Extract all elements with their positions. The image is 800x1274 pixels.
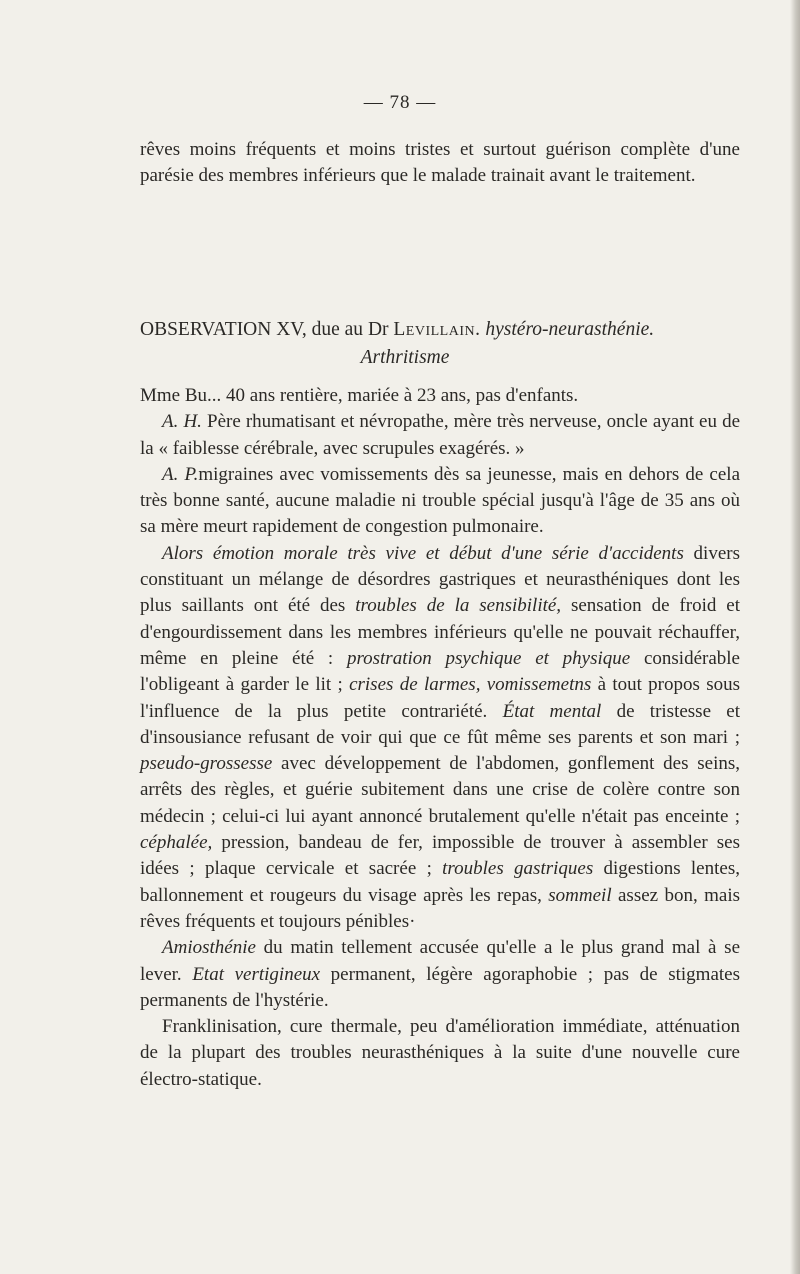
symptoms-text-6: avec développement de l'abdomen, gonflement des seins, arrêts des règles, et guérie subitement dans une crise de colère contre son médecin ; celui-ci lui ayant annoncé brutalement qu'elle n'était pas enceinte ;: [140, 753, 740, 827]
symptoms-italic-8: troubles gastriques: [442, 858, 594, 880]
symptoms-text-7: pression, bandeau de fer, impossible de trouver à assembler ses idées ; plaque cervicale et sacrée ;: [140, 832, 740, 880]
amyosthenia-text-1: du matin tellement accusée qu'elle a le plus grand mal à se lever.: [140, 937, 740, 985]
doctor-title: Dr: [367, 319, 389, 340]
symptoms-text-3: considérable l'obligeant à garder le lit ;: [140, 647, 740, 696]
symptoms-text-8: digestions lentes, ballonnement et rougeurs du visage après les repas,: [140, 858, 740, 906]
doctor-name: Levillain.: [393, 319, 481, 340]
patient-paragraph: [140, 383, 740, 409]
symptoms-text-5: de tristesse et d'insousiance refusant de voir qui que ce fût même ses parents et son mari ;: [140, 700, 740, 748]
symptoms-italic-1: Alors émotion morale très vive et début d'une série d'accidents: [162, 542, 684, 564]
heading-subtitle: Arthritisme: [360, 347, 450, 368]
family-history-paragraph: [140, 409, 740, 462]
symptoms-italic-5: État mental: [502, 700, 602, 722]
personal-history-label: A. P.: [162, 463, 199, 485]
symptoms-text-2: sensation de froid et d'engourdissement dans les membres inférieurs qu'elle ne pouvait réchauffer, même en pleine été :: [140, 595, 740, 669]
due-au-text: due au: [306, 319, 368, 340]
family-history-text: Père rhumatisant et névropathe, mère très nerveuse, oncle ayant eu de la « faiblesse cérébrale, avec scrupules exagérés. »: [140, 411, 741, 459]
symptoms-italic-9: sommeil: [548, 884, 612, 906]
symptoms-italic-7: céphalée,: [140, 832, 213, 854]
page-number: — 78 —: [363, 92, 437, 113]
case-body: [140, 383, 740, 1093]
symptoms-text-1: divers constituant un mélange de désordres gastriques et neurasthéniques dont les plus saillants ont été des: [140, 542, 740, 617]
treatment-paragraph: [140, 1014, 740, 1093]
symptoms-italic-2: troubles de la sensibilité,: [355, 595, 562, 617]
symptoms-italic-4: crises de larmes, vomissemetns: [349, 674, 592, 696]
amyosthenia-text-2: permanent, légère agoraphobie ; pas de stigmates permanents de l'hystérie.: [140, 963, 740, 1011]
diagnosis: hystéro-neurasthénie.: [485, 319, 655, 340]
amyosthenia-paragraph: [140, 935, 740, 1014]
symptoms-paragraph: [140, 541, 740, 935]
patient-title: Mme: [140, 385, 181, 406]
patient-text: Bu... 40 ans rentière, mariée à 23 ans, pas d'enfants.: [180, 385, 579, 406]
personal-history-text: migraines avec vomissements dès sa jeunesse, mais en dehors de cela très bonne santé, aucune maladie ni trouble spécial jusqu'à l'âge de 35 ans où sa mère meurt rapidement de congestion pulmonaire.: [140, 463, 741, 538]
symptoms-italic-3: prostration psychique et physique: [346, 647, 631, 669]
amyosthenia-italic-2: Etat vertigineux: [192, 963, 321, 985]
symptoms-italic-6: pseudo-grossesse: [140, 753, 273, 775]
symptoms-text-9: assez bon, mais rêves fréquents et toujours pénibles·: [140, 884, 740, 932]
family-history-label: A. H.: [162, 411, 202, 433]
intro-paragraph: [140, 137, 740, 189]
amyosthenia-italic-1: Amiosthénie: [162, 937, 256, 959]
personal-history-paragraph: [140, 462, 740, 541]
symptoms-text-4: à tout propos sous l'influence de la plus petite contrariété.: [140, 674, 741, 722]
observation-heading: [140, 316, 740, 372]
treatment-text: Franklinisation, cure thermale, peu d'amélioration immédiate, atténuation de la plupart des troubles neurasthéniques à la suite d'une nouvelle cure électro-statique.: [140, 1016, 740, 1090]
intro-text: rêves moins fréquents et moins tristes et surtout guérison complète d'une parésie des membres inférieurs que le malade trainait avant le traitement.: [140, 139, 740, 186]
page-edge: [790, 0, 800, 1274]
observation-label: OBSERVATION XV,: [140, 319, 307, 340]
